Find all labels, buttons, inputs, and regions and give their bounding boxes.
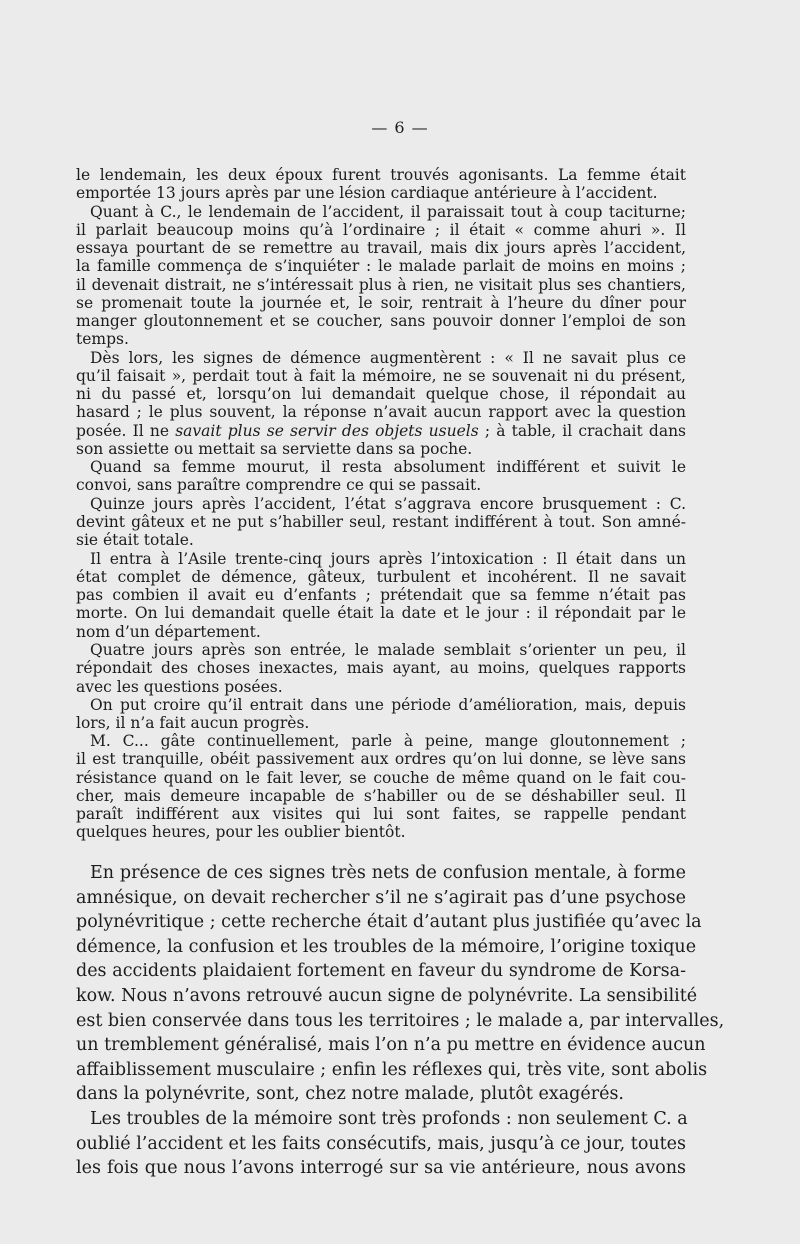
text-line xyxy=(76,422,686,440)
text-line: répondait des choses inexactes, mais ayant, au moins, quelques rapports xyxy=(76,659,686,678)
text-line: polynévritique ; cette recherche était d’autant plus justifiée qu’avec la xyxy=(76,912,702,933)
text-line: M. C... gâte continuellement, parle à peine, mange gloutonnement ; xyxy=(90,732,686,750)
text-line: paraît indifférent aux visites qui lui sont faites, se rappelle pendant xyxy=(76,805,686,823)
text-line: se promenait toute la journée et, le soir, rentrait à l’heure du dîner pour xyxy=(76,293,686,312)
text-line: affaiblissement musculaire ; enfin les réflexes qui, très vite, sont abolis xyxy=(76,1059,708,1080)
text-line: emportée 13 jours après par une lésion cardiaque antérieure à l’accident. xyxy=(76,184,658,203)
text-line: En présence de ces signes très nets de confusion mentale, à forme xyxy=(90,863,686,883)
text-line: état complet de démence, gâteux, turbulent et incohérent. Il ne savait xyxy=(76,567,686,586)
text-line: il parlait beaucoup moins qu’à l’ordinaire ; il était « comme ahuri ». Il xyxy=(76,220,686,239)
text-line: Quand sa femme mourut, il resta absolument indifférent et suivit le xyxy=(90,458,686,476)
text-line: Quinze jours après l’accident, l’état s’aggrava encore brusquement : C. xyxy=(90,494,686,513)
text-line: les fois que nous l’avons interrogé sur sa vie antérieure, nous avons xyxy=(76,1158,686,1179)
text-line: la famille commença de s’inquiéter : le malade parlait de moins en moins ; xyxy=(76,257,686,276)
paragraph-discussion xyxy=(76,861,725,1107)
text-line: un tremblement généralisé, mais l’on n’a pu mettre en évidence aucun xyxy=(76,1035,706,1056)
text-segment: ; à table, il crachait dans xyxy=(478,421,687,440)
text-line: cher, mais demeure incapable de s’habiller ou de se déshabiller seul. Il xyxy=(76,786,686,805)
text-line: des accidents plaidaient fortement en faveur du syndrome de Korsa- xyxy=(76,961,686,982)
text-line: On put croire qu’il entrait dans une période d’amélioration, mais, depuis xyxy=(90,695,686,714)
text-line: convoi, sans paraître comprendre ce qui se passait. xyxy=(76,476,482,495)
paragraph-worsening xyxy=(76,495,686,550)
text-line: qu’il faisait », perdait tout à fait la mémoire, ne se souvenait ni du présent, xyxy=(76,366,686,385)
paragraph-deaths xyxy=(76,166,686,203)
text-line: Les troubles de la mémoire sont très profonds : non seulement C. a xyxy=(90,1109,688,1129)
paragraph-orientation xyxy=(76,641,686,696)
paragraph-memory xyxy=(76,1107,686,1181)
text-line: résistance quand on le fait lever, se couche de même quand on le fait cou- xyxy=(76,768,686,787)
paragraph-onset xyxy=(76,203,686,349)
text-line: amnésique, on devait rechercher s’il ne s’agirait pas d’une psychose xyxy=(76,887,686,908)
text-line: temps. xyxy=(76,330,129,349)
text-line: manger gloutonnement et se coucher, sans pouvoir donner l’emploi de son xyxy=(76,312,686,330)
paragraph-dementia xyxy=(76,349,686,459)
text-line: est bien conservée dans tous les territoires ; le malade a, par intervalles, xyxy=(76,1010,725,1031)
text-line: kow. Nous n’avons retrouvé aucun signe de polynévrite. La sensibilité xyxy=(76,985,698,1006)
text-line: Il entra à l’Asile trente-cinq jours après l’intoxication : Il était dans un xyxy=(90,549,686,568)
text-line: oublié l’accident et les faits consécutifs, mais, jusqu’à ce jour, toutes xyxy=(76,1133,686,1154)
text-line: sie était totale. xyxy=(76,531,194,549)
text-line: essaya pourtant de se remettre au travail, mais dix jours après l’accident, xyxy=(76,239,686,257)
text-line: son assiette ou mettait sa serviette dans sa poche. xyxy=(76,439,473,458)
text-line: le lendemain, les deux époux furent trouvés agonisants. La femme était xyxy=(76,166,686,184)
text-line: Quant à C., le lendemain de l’accident, il paraissait tout à coup taciturne; xyxy=(90,202,686,221)
text-line: Dès lors, les signes de démence augmentèrent : « Il ne savait plus ce xyxy=(90,348,686,367)
text-line: pas combien il avait eu d’enfants ; prétendait que sa femme n’était pas xyxy=(76,586,686,604)
text-line: morte. On lui demandait quelle était la date et le jour : il répondait par le xyxy=(76,604,686,623)
text-line: dans la polynévrite, sont, chez notre malade, plutôt exagérés. xyxy=(76,1084,624,1105)
paragraph-no-progress xyxy=(76,696,686,733)
text-line: avec les questions posées. xyxy=(76,677,283,696)
text-line: il est tranquille, obéit passivement aux ordres qu’on lui donne, se lève sans xyxy=(76,750,686,769)
paragraph-admission xyxy=(76,550,686,641)
text-line: Quatre jours après son entrée, le malade semblait s’orienter un peu, il xyxy=(90,641,686,659)
text-line: il devenait distrait, ne s’intéressait plus à rien, ne visitait plus ses chantiers, xyxy=(76,275,686,294)
text-segment: posée. Il ne xyxy=(76,421,176,440)
emphasis-text: savait plus se servir des objets usuels xyxy=(175,421,479,440)
text-line: démence, la confusion et les troubles de la mémoire, l’origine toxique xyxy=(76,936,697,957)
text-line: nom d’un département. xyxy=(76,622,261,641)
text-line: hasard ; le plus souvent, la réponse n’avait aucun rapport avec la question xyxy=(76,403,686,422)
text-line: ni du passé et, lorsqu’on lui demandait quelque chose, il répondait au xyxy=(76,385,686,403)
paragraph-funeral xyxy=(76,458,686,495)
text-line: quelques heures, pour les oublier bientôt. xyxy=(76,823,406,842)
paragraph-current-state xyxy=(76,732,686,842)
page-number: — 6 — xyxy=(371,118,429,137)
text-line: devint gâteux et ne put s’habiller seul, restant indifférent à tout. Son amné- xyxy=(76,512,686,531)
text-line: lors, il n’a fait aucun progrès. xyxy=(76,713,310,732)
